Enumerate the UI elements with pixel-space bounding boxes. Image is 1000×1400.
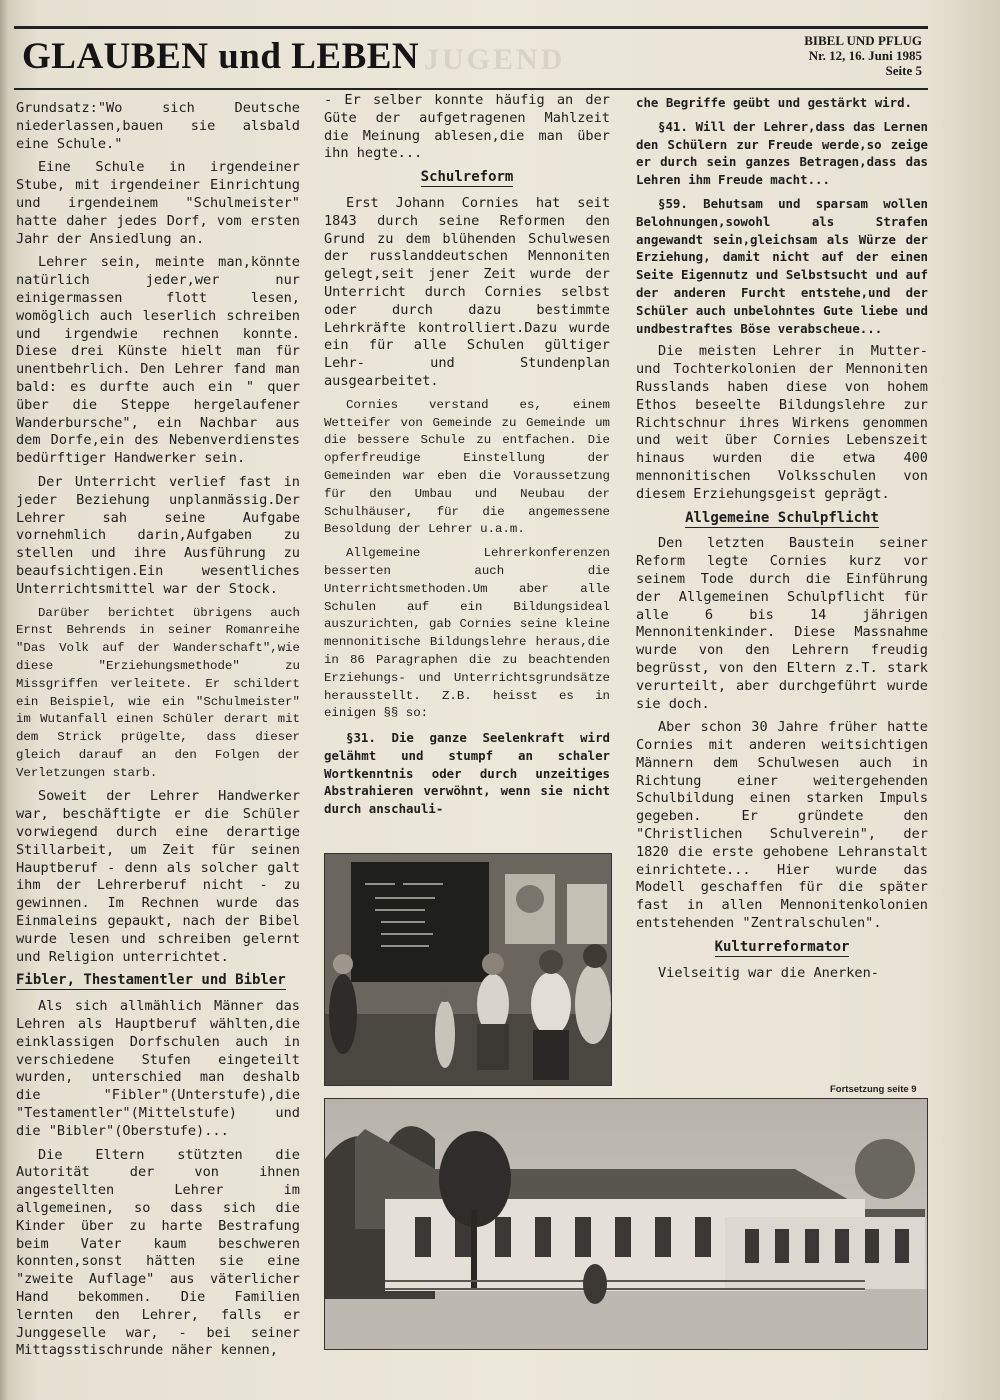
- paragraph: Eine Schule in irgendeiner Stube, mit irgendeiner Einrichtung und irgendeinem "Schulmeister" hatte daher jedes Dorf, vom ersten Jahr der Ansiedlung an.: [16, 159, 300, 247]
- quote-paragraph: §41. Will der Lehrer,dass das Lernen den Schülern zur Freude werde,so zeige er durch sein ganzes Betragen,dass das Lehren ihm Freude macht...: [636, 118, 928, 188]
- paragraph: Vielseitig war die Anerken-: [658, 964, 879, 981]
- paragraph: Die meisten Lehrer in Mutter- und Tochterkolonien der Mennoniten Russlands haben diese von hohem Ethos beseelte Bildungslehre zur Richtschnur ihres Wirkens genommen und weit über Cornies Lebenszeit hinaus wurden die etwa 400 mennonitischen Volksschulen von diesem Erziehungsgeist geprägt.: [636, 343, 928, 502]
- masthead: [14, 26, 928, 90]
- article-column-3: [636, 94, 928, 988]
- quote-paragraph: §59. Behutsam und sparsam wollen Belohnungen,sowohl als Strafen angewandt sein,gleichsam als Würze der Erziehung, damit nicht auf der einen Seite Eigennutz und Selbstsucht und auf der anderen Furcht entstehe,und der Schüler auch unbelohntes Gute liebe und undbestraftes Böse verabscheue...: [636, 195, 928, 336]
- school-building-photo: [324, 1098, 928, 1350]
- paragraph: Aber schon 30 Jahre früher hatte Cornies mit anderen weitsichtigen Männern dem Schulwesen auch in Richtung einer weitergehenden Schulbildung einen starken Impuls gegeben. Er gründete den "Christlichen Schulverein", der 1820 die erste gehobene Lehranstalt einrichtete... Hier wurde das Modell geschaffen für die später fast in allen Mennonitenkolonien entstehenden "Zentralschulen".: [636, 719, 928, 932]
- article-column-1: [16, 100, 300, 1366]
- paragraph: Erst Johann Cornies hat seit 1843 durch seine Reformen den Grund zu dem blühenden Schulwesen der russlanddeutschen Mennoniten gelegt,seit jener Zeit wurde der Unterricht durch Cornies selbst oder durch dazu bestimmte Lehrkräfte kontrolliert.Dazu wurde ein für alle Schulen gültiger Lehr- und Stundenplan ausgearbeitet.: [324, 194, 610, 389]
- paragraph: Lehrer sein, meinte man,könnte natürlich jeder,wer nur einigermassen flott lesen, womöglich auch leserlich schreiben und irgendwie rechnen konnte. Diese drei Künste hielt man für unentbehrlich. Den Lehrer fand man bald: es durfte auch ein " quer über die Steppe hergelaufener Wanderbursche", ein Nachbar aus dem Dorfe,ein des Nebenverdienstes bedürftiger Handwerker sein.: [16, 254, 300, 467]
- publication-name: BIBEL UND PFLUG: [804, 33, 922, 48]
- bleed-through-text: JUGEND: [424, 43, 566, 76]
- issue-number: Nr. 12, 16. Juni 1985: [808, 48, 922, 63]
- page-number: Seite 5: [885, 63, 922, 78]
- classroom-photo: [324, 853, 612, 1086]
- paragraph: Soweit der Lehrer Handwerker war, beschäftigte er die Schüler vorwiegend durch eine derartige Stillarbeit, um Zeit für seinen Hauptberuf - denn als solcher galt ihm der Lehrerberuf nicht - zu gewinnen. Im Rechnen wurde das Einmaleins gepaukt, nach der Bibel wurde lesen und schreiben gelernt und Religion unterrichtet.: [16, 788, 300, 965]
- article-column-2: [324, 92, 610, 824]
- paragraph: Darüber berichtet übrigens auch Ernst Behrends in seiner Romanreihe "Das Volk auf der Wanderschaft",wie diese "Erziehungsmethode" zu Missgriffen verleitete. Er schildert ein Beispiel, wie ein "Schulmeister" im Wutanfall einen Schüler derart mit dem Strick prügelte, dass dieser gleich darauf an den Folgen der Verletzungen starb.: [16, 605, 300, 780]
- quote-paragraph: §31. Die ganze Seelenkraft wird gelähmt und stumpf an schaler Wortkenntnis oder durch unzeitiges Abstrahieren verwöhnt, wenn sie nicht durch anschauli-: [324, 730, 610, 817]
- paragraph: Als sich allmählich Männer das Lehren als Hauptberuf wählten,die einklassigen Dorfschulen auch in verschiedene Stufen eingeteilt wurden, unterschied man deshalb die "Fibler"(Unterstufe),die "Testamentler"(Mittelstufe) und die "Bibler"(Oberstufe)...: [16, 998, 300, 1139]
- section-heading: Allgemeine Schulpflicht: [685, 509, 879, 526]
- paragraph: - Er selber konnte häufig an der Güte der aufgetragenen Mahlzeit die Meinung ablesen,die man über ihn hegte...: [324, 92, 610, 162]
- section-heading: Kulturreformator: [714, 938, 850, 955]
- issue-info: [804, 33, 922, 78]
- section-heading: Fibler, Thestamentler und Bibler: [16, 972, 286, 989]
- section-heading: Schulreform: [420, 169, 514, 186]
- paragraph: Cornies verstand es, einem Wetteifer von Gemeinde zu Gemeinde um die bessere Schule zu entfachen. Die opferfreudige Einstellung der Gemeinden war eben die Voraussetzung für den Umbau und Neubau der Schulhäuser, für die angemessene Besoldung der Lehrer u.a.m.: [324, 397, 610, 537]
- school-building-illustration: [325, 1099, 928, 1350]
- page-title: GLAUBEN und LEBEN: [22, 36, 420, 77]
- paragraph: Der Unterricht verlief fast in jeder Beziehung unplanmässig.Der Lehrer sah seine Aufgabe vornehmlich darin,Aufgaben zu stellen und ihre Ausführung zu beaufsichtigen.Ein wesentliches Unterrichtsmittel war der Stock.: [16, 473, 300, 597]
- quote-paragraph: che Begriffe geübt und gestärkt wird.: [636, 95, 913, 110]
- continued-note: Fortsetzung seite 9: [830, 1084, 917, 1095]
- paragraph: Allgemeine Lehrerkonferenzen besserten auch die Unterrichtsmethoden.Um aber alle Schulen auf ein Bildungsideal auszurichten, gab Cornies seine kleine mennonitische Bildungslehre heraus,die in 86 Paragraphen die zu beachtenden Erziehungs- und Unterrichtsgrundsätze herausstellt. Z.B. heisst es in einigen §§ so:: [324, 546, 610, 721]
- paragraph: Grundsatz:"Wo sich Deutsche niederlassen,bauen sie alsbald eine Schule.": [16, 100, 300, 152]
- classroom-illustration: [325, 854, 612, 1086]
- paragraph: Die Eltern stützten die Autorität der von ihnen angestellten Lehrer im allgemeinen, so dass sich die Kinder über zu harte Bestrafung beim Vater kaum beschweren konnten,sonst hätten sie eine "zweite Auflage" aus väterlicher Hand bekommen. Die Familien lernten den Lehrer, falls er Junggeselle war, - bei seiner Mittagsstischrunde näher kennen,: [16, 1146, 300, 1359]
- binding-spine: [0, 0, 8, 1400]
- paragraph: Den letzten Baustein seiner Reform legte Cornies kurz vor seinem Tode durch die Einführung der Allgemeinen Schulpflicht für alle 6 bis 14 jährigen Mennonitenkinder. Diese Massnahme wurde von den Lehrern freudig begrüsst, von den Eltern z.T. stark verurteilt, aber durchgeführt wurde sie doch.: [636, 535, 928, 712]
